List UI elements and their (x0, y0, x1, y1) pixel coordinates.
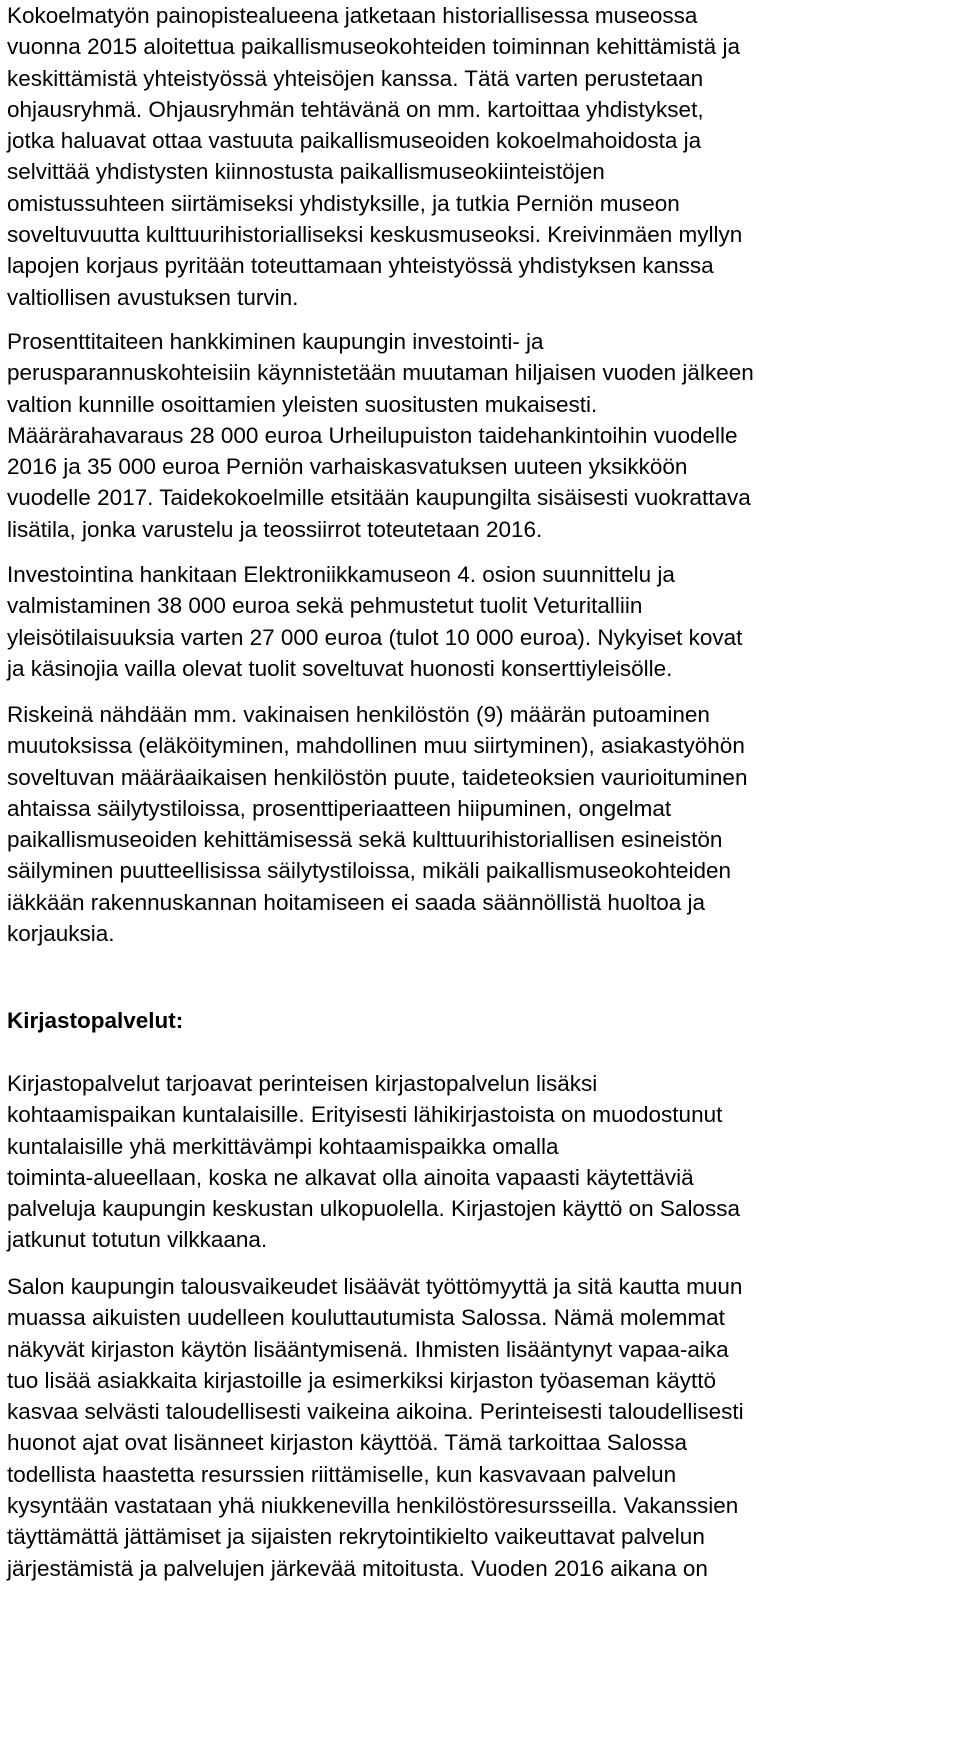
paragraph-investments (7, 559, 742, 684)
section-heading: Kirjastopalvelut: (7, 1008, 184, 1033)
text-line: säilyminen puutteellisissa säilytystiloissa, mikäli paikallismuseokohteiden (7, 858, 732, 884)
text-line: valtiollisen avustuksen turvin. (7, 284, 299, 310)
text-line: valtion kunnille osoittamien yleisten suositusten mukaisesti. (7, 391, 598, 417)
text-line: ahtaissa säilytystiloissa, prosenttiperiaatteen hiipuminen, ongelmat (7, 795, 672, 821)
text-line: kohtaamispaikan kuntalaisille. Erityisesti lähikirjastoista on muodostunut (7, 1102, 723, 1128)
text-line: tuo lisää asiakkaita kirjastoille ja esimerkiksi kirjaston työaseman käyttö (7, 1367, 717, 1393)
text-line: Kokoelmatyön painopistealueena jatketaan historiallisessa museossa (7, 3, 698, 28)
text-line: Prosenttitaiteen hankkiminen kaupungin investointi- ja (7, 329, 544, 354)
text-line: paikallismuseoiden kehittämisessä sekä kulttuurihistoriallisen esineistön (7, 827, 723, 853)
paragraph-risks (7, 699, 747, 949)
text-line: korjauksia. (7, 921, 115, 947)
text-line: valmistaminen 38 000 euroa sekä pehmustetut tuolit Veturitalliin (7, 593, 643, 619)
paragraph-local-museums (7, 0, 742, 313)
text-line: soveltuvan määräaikaisen henkilöstön puute, taideteoksien vaurioituminen (7, 764, 748, 790)
text-line: muutoksissa (eläköityminen, mahdollinen muu siirtyminen), asiakastyöhön (7, 733, 745, 759)
text-line: 2016 ja 35 000 euroa Perniön varhaiskasvatuksen uuteen yksikköön (7, 454, 688, 480)
text-line: keskittämistä yhteistyössä yhteisöjen kanssa. Tätä varten perustetaan (7, 65, 704, 91)
text-line: ja käsinojia vailla olevat tuolit soveltuvat huonosti konserttiyleisölle. (7, 655, 673, 681)
paragraph-library-economy (7, 1271, 744, 1584)
text-line: vuonna 2015 aloitettua paikallismuseokohteiden toiminnan kehittämistä ja (7, 34, 740, 60)
text-line: vuodelle 2017. Taidekokoelmille etsitään kaupungilta sisäisesti vuokrattava (7, 485, 751, 511)
text-line: kuntalaisille yhä merkittävämpi kohtaamispaikka omalla (7, 1133, 559, 1159)
text-line: muassa aikuisten uudelleen kouluttautumista Salossa. Nämä molemmat (7, 1305, 725, 1331)
text-line: Riskeinä nähdään mm. vakinaisen henkilöstön (9) määrän putoaminen (7, 702, 710, 727)
text-line: ohjausryhmä. Ohjausryhmän tehtävänä on mm. kartoittaa yhdistykset, (7, 96, 704, 122)
text-line: toiminta-alueellaan, koska ne alkavat olla ainoita vapaasti käytettäviä (7, 1164, 694, 1190)
text-line: Investointina hankitaan Elektroniikkamuseon 4. osion suunnittelu ja (7, 562, 675, 587)
text-line: yleisötilaisuuksia varten 27 000 euroa (tulot 10 000 euroa). Nykyiset kovat (7, 624, 743, 650)
text-line: soveltuvuutta kulttuurihistorialliseksi keskusmuseoksi. Kreivinmäen myllyn (7, 222, 743, 248)
text-line: lapojen korjaus pyritään toteuttamaan yhteistyössä yhdistyksen kanssa (7, 253, 714, 279)
text-line: näkyvät kirjaston käytön lisääntymisenä. Ihmisten lisääntynyt vapaa-aika (7, 1336, 729, 1362)
paragraph-percent-art (7, 326, 754, 545)
paragraph-library-services (7, 1068, 740, 1256)
text-line: jotka haluavat ottaa vastuuta paikallismuseoiden kokoelmahoidosta ja (7, 128, 702, 154)
text-line: todellista haastetta resurssien riittämiselle, kun kasvavaan palvelun (7, 1461, 677, 1487)
text-line: iäkkään rakennuskannan hoitamiseen ei saada säännöllistä huoltoa ja (7, 889, 705, 915)
text-line: järjestämistä ja palvelujen järkevää mitoitusta. Vuoden 2016 aikana on (7, 1555, 708, 1581)
text-line: kysyntään vastataan yhä niukkenevilla henkilöstöresursseilla. Vakanssien (7, 1493, 739, 1519)
text-line: täyttämättä jättämiset ja sijaisten rekrytointikielto vaikeuttavat palvelun (7, 1524, 705, 1550)
text-line: omistussuhteen siirtämiseksi yhdistyksille, ja tutkia Perniön museon (7, 190, 680, 216)
text-line: palveluja kaupungin keskustan ulkopuolella. Kirjastojen käyttö on Salossa (7, 1196, 740, 1222)
text-line: kasvaa selvästi taloudellisesti vaikeina aikoina. Perinteisesti taloudellisesti (7, 1399, 744, 1425)
text-line: selvittää yhdistysten kiinnostusta paikallismuseokiinteistöjen (7, 159, 605, 185)
text-line: Salon kaupungin talousvaikeudet lisäävät työttömyyttä ja sitä kautta muun (7, 1274, 743, 1299)
text-line: perusparannuskohteisiin käynnistetään muutaman hiljaisen vuoden jälkeen (7, 360, 754, 386)
text-line: lisätila, jonka varustelu ja teossiirrot toteutetaan 2016. (7, 516, 543, 542)
text-line: Määrärahavaraus 28 000 euroa Urheilupuiston taidehankintoihin vuodelle (7, 422, 738, 448)
text-line: jatkunut totutun vilkkaana. (7, 1227, 268, 1253)
text-line: huonot ajat ovat lisänneet kirjaston käyttöä. Tämä tarkoittaa Salossa (7, 1430, 687, 1456)
text-line: Kirjastopalvelut tarjoavat perinteisen kirjastopalvelun lisäksi (7, 1071, 598, 1096)
